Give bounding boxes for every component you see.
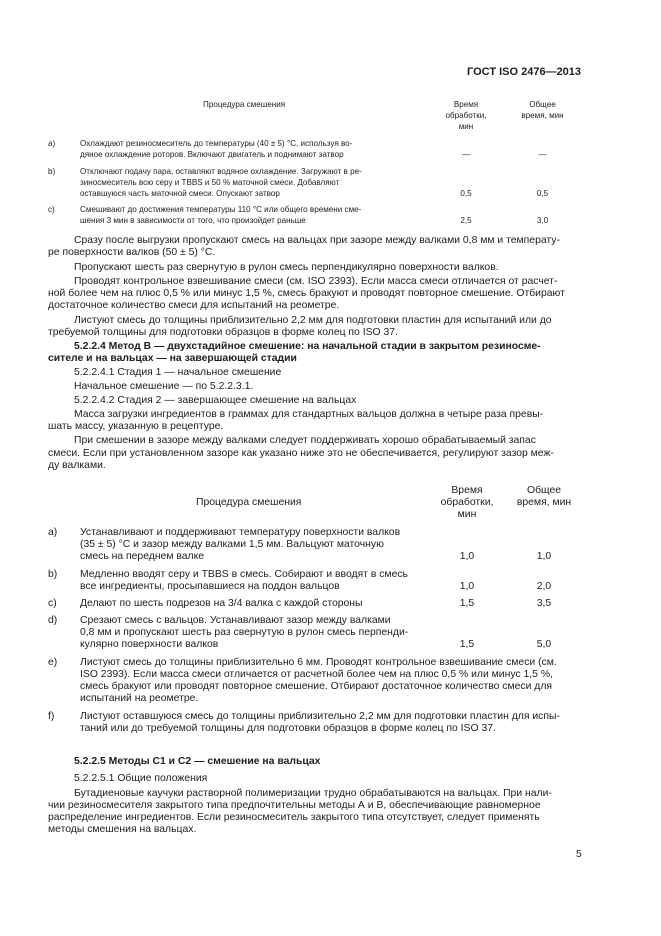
table1-row-text: Охлаждают резиносмеситель до температуры (40 ± 5) °С, используя во- [80,139,353,148]
table2-header-time-line1: Время [451,485,483,496]
table1-row-text: оставшуюся часть маточной смеси. Опускают затвор [80,189,280,198]
table1-header-time-line3: мин [458,122,474,131]
table1-header-procedure: Процедура смешения [203,100,286,109]
table2-header-total-line1: Общее [526,485,562,496]
table2-row-text: 0,8 мм и пропускают шесть раз свернутую в рулон смесь перпенди- [80,627,409,638]
paragraph-line: 5.2.2.4.1 Стадия 1 — начальное смешение [74,367,282,378]
table1-row-letter: b) [48,167,56,176]
table2-row-text: Срезают смесь с вальцов. Устанавливают зазор между валками [80,615,391,626]
subsection-title: 5.2.2.5.1 Общие положения [74,773,208,784]
table1-row-time: — [461,150,471,159]
table1-row-text: зиносмеситель всю серу и TBBS и 50 % маточной смеси. Добавляют [80,178,340,187]
table1-row-text: дяное охлаждение роторов. Включают двигатель и поднимают затвор [80,150,344,159]
table1-row-total: — [538,150,547,159]
table1-row-text: Отключают подачу пара, оставляют водяное охлаждение. Загружают в ре- [80,167,362,176]
table2-row-text: Делают по шесть подрезов на 3/4 валка с каждой стороны [80,598,363,609]
table1-row-letter: с) [48,205,55,214]
table2-row-total: 1,0 [536,551,552,562]
table2-row-text: все ингредиенты, просыпавшиеся на поддон вальцов [80,581,340,592]
table2-row-letter: d) [48,615,58,626]
paragraph-line: Листуют смесь до толщины приблизительно 2,2 мм для подготовки пластин для испытаний или до [74,315,552,326]
table2-row-text: Листуют оставшуюся смесь до толщины приблизительно 2,2 мм для подготовки пластин для испы- [80,711,560,722]
paragraph-line: требуемой толщины для подготовки образцов в форме колец по ISO 37. [48,327,398,338]
table2-row-text: Устанавливают и поддерживают температуру поверхности валков [80,527,401,538]
paragraph-line: ду валками. [48,460,106,471]
table1-header-time-line1: Время [453,100,479,109]
table2-row-letter: е) [48,657,58,668]
table2-row-time: 1,5 [459,598,475,609]
table2-row-total: 5,0 [536,639,552,650]
paragraph-line: Начальное смешение — по 5.2.2.3.1. [74,381,254,392]
table2-row-text: Листуют смесь до толщины приблизительно 6 мм. Проводят контрольное взвешивание смеси (см. [80,657,557,668]
table1-row-time: 0,5 [460,189,472,198]
paragraph-line: Сразу после выгрузки пропускают смесь на вальцах при зазоре между валками 0,8 мм и температу- [74,235,560,246]
table2-row-text: смесь бракуют или проводят повторное смешение. Отбирают достаточное количество смеси для [80,681,553,692]
paragraph-line: При смешении в зазоре между валками следует поддерживать хорошо обрабатываемый запас [74,435,536,446]
section-heading: сителе и на вальцах — на завершающей стадии [48,353,297,364]
table2-row-letter: b) [48,569,58,580]
table2-row-text: испытаний на реометре. [80,693,199,704]
table1-header-time-line2: обработки, [445,111,487,120]
document-id: ГОСТ ISO 2476—2013 [467,66,582,78]
table2-row-text: Медленно вводят серу и TBBS в смесь. Собирают и вводят в смесь [80,569,408,580]
table1-row-total: 3,0 [536,216,549,225]
table1-header-total-line1: Общее [529,100,556,109]
table2-row-time: 1,5 [459,639,475,650]
paragraph-line: распределение ингредиентов. Если резиносмеситель закрытого типа отсутствует, следует применять [48,812,540,823]
paragraph-line: чии резиносмесителя закрытого типа предпочтительны методы А и В, обеспечивающие равномерное [48,800,541,811]
table2-header-time-line2: обработки, [440,497,494,508]
paragraph-line: 5.2.2.4.2 Стадия 2 — завершающее смешение на вальцах [74,395,357,406]
paragraph-line: шать массу, указанную в рецептуре. [48,421,224,432]
page-number: 5 [576,849,582,860]
table2-row-time: 1,0 [459,551,475,562]
table2-row-letter: с) [48,598,57,609]
table2-row-letter: f) [48,711,55,722]
section-heading: 5.2.2.4 Метод B — двухстадийное смешение: на начальной стадии в закрытом резиносме- [74,341,541,352]
paragraph-line: смеси. Если при установленном зазоре как указано ниже это не обеспечивается, регулируют зазор меж- [48,448,554,459]
paragraph-line: ной более чем на плюс 0,5 % или минус 1,5 %, смесь бракуют и проводят повторное смешение. Отбирают [48,288,565,299]
table2-row-text: (35 ± 5) °С и зазор между валками 1,5 мм. Вальцуют маточную [80,539,384,550]
table2-row-text: смесь на переднем валке [80,551,205,562]
paragraph-line: ре поверхности валков (50 ± 5) °С. [48,247,216,258]
table2-header-total-line2: время, мин [516,497,572,508]
table1-header-total-line2: время, мин [521,111,564,120]
paragraph-line: Масса загрузки ингредиентов в граммах для стандартных вальцов должна в четыре раза превы- [74,409,544,420]
table2-header-procedure: Процедура смешения [196,497,302,508]
table1-row-total: 0,5 [536,189,549,198]
table1-row-letter: а) [48,139,56,148]
table2-row-time: 1,0 [459,581,475,592]
table2-row-letter: а) [48,527,58,538]
table1-row-text: Смешивают до достижения температуры 110 °С или общего времени сме- [80,205,362,214]
table2-header-time-line3: мин [457,509,477,520]
paragraph-line: методы смешения на вальцах. [48,824,197,835]
paragraph-line: Пропускают шесть раз свернутую в рулон смесь перпендикулярно поверхности валков. [74,262,499,273]
table1-row-text: шения 3 мин в зависимости от того, что произойдет раньше [80,216,306,225]
paragraph-line: Проводят контрольное взвешивание смеси (см. ISO 2393). Если масса смеси отличается от расчет- [74,276,558,287]
table2-row-text: ISO 2393). Если масса смеси отличается от расчетной более чем на плюс 0,5 % или минус 1,5 %, [80,669,553,680]
table2-row-total: 2,0 [536,581,552,592]
paragraph-line: достаточное количество смеси для испытаний на реометре. [48,300,340,311]
section-heading: 5.2.2.5 Методы С1 и С2 — смешение на вальцах [74,756,321,767]
table2-row-text: кулярно поверхности валков [80,639,219,650]
table2-row-total: 3,5 [536,598,552,609]
paragraph-line: Бутадиеновые каучуки растворной полимеризации трудно обрабатываются на вальцах. При нали- [74,788,552,799]
table1-row-time: 2,5 [460,216,472,225]
table2-row-text: таний или до требуемой толщины для подготовки образцов в форме колец по ISO 37. [80,723,496,734]
